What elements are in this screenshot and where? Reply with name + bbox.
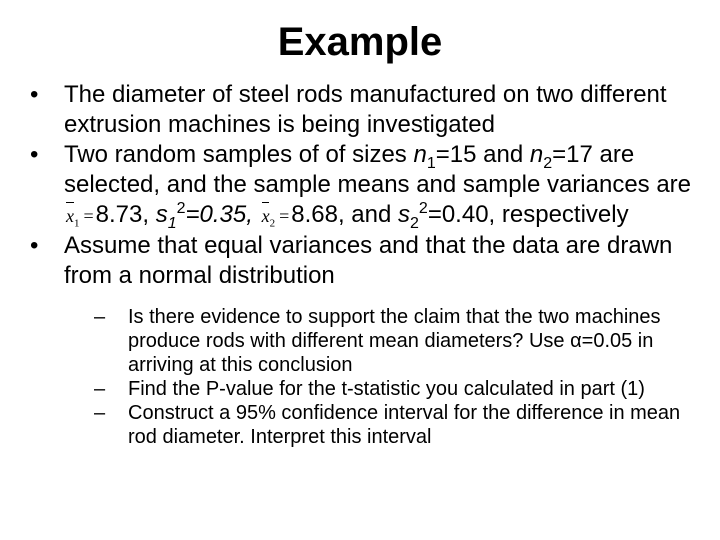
- bullet-text-2c: =17 are selected, and the sample means and sample variances are: [64, 141, 692, 198]
- bullet-dot: •: [30, 81, 39, 108]
- sub-bullet-text-1: Is there evidence to support the claim that the two machines produce rods with different mean diameters? Use α=0.05 in arriving at this conclusion: [128, 306, 661, 376]
- s1-symbol: s: [155, 201, 168, 228]
- n1-symbol: n: [413, 141, 427, 168]
- equals-sign-2: =: [279, 206, 290, 226]
- bullet-dot: •: [30, 232, 39, 259]
- sub-bullet-item-1: [62, 305, 710, 377]
- bullet-dot: •: [30, 141, 39, 168]
- slide-title: Example: [277, 20, 443, 64]
- s1-value: =0.35,: [185, 201, 260, 228]
- bullet-list: [30, 80, 710, 449]
- dash-marker: –: [94, 306, 106, 328]
- bullet-text-2b: =15 and: [435, 141, 530, 168]
- bullet-item-2: [30, 140, 710, 231]
- bullet-item-3: [30, 231, 710, 291]
- bullet-text-1: The diameter of steel rods manufactured on two different extrusion machines is being investigated: [64, 81, 667, 138]
- sub-bullet-item-3: [62, 401, 710, 449]
- sub-bullet-list: [30, 305, 710, 449]
- bullet-text-2a: Two random samples of of sizes: [64, 141, 414, 168]
- x2-value: 8.68, and: [291, 201, 398, 228]
- s1-subscript: 1: [167, 214, 177, 232]
- sub-bullet-text-2: Find the P-value for the t-statistic you calculated in part (1): [128, 378, 645, 400]
- bullet-text-3: Assume that equal variances and that the data are drawn from a normal distribution: [64, 232, 673, 289]
- dash-marker: –: [94, 378, 106, 400]
- x1-value: 8.73,: [95, 201, 156, 228]
- s2-superscript: 2: [418, 200, 428, 217]
- x1-bar-symbol: $x_1$: [66, 201, 80, 231]
- s1-superscript: 2: [176, 200, 186, 217]
- equals-sign-1: =: [83, 206, 94, 226]
- n1-subscript: 1: [426, 154, 436, 172]
- s2-subscript: 2: [410, 214, 419, 232]
- dash-marker: –: [94, 402, 106, 424]
- sub-bullet-item-2: [62, 377, 710, 401]
- s2-symbol: s: [398, 201, 410, 228]
- n2-symbol: n: [529, 141, 544, 168]
- x2-bar-symbol: $x_2$: [262, 201, 276, 231]
- bullet-item-1: [30, 80, 710, 140]
- s2-value: =0.40, respectively: [427, 201, 629, 228]
- sub-bullet-text-3: Construct a 95% confidence interval for the difference in mean rod diameter. Interpret this interval: [128, 402, 681, 448]
- n2-subscript: 2: [543, 154, 553, 172]
